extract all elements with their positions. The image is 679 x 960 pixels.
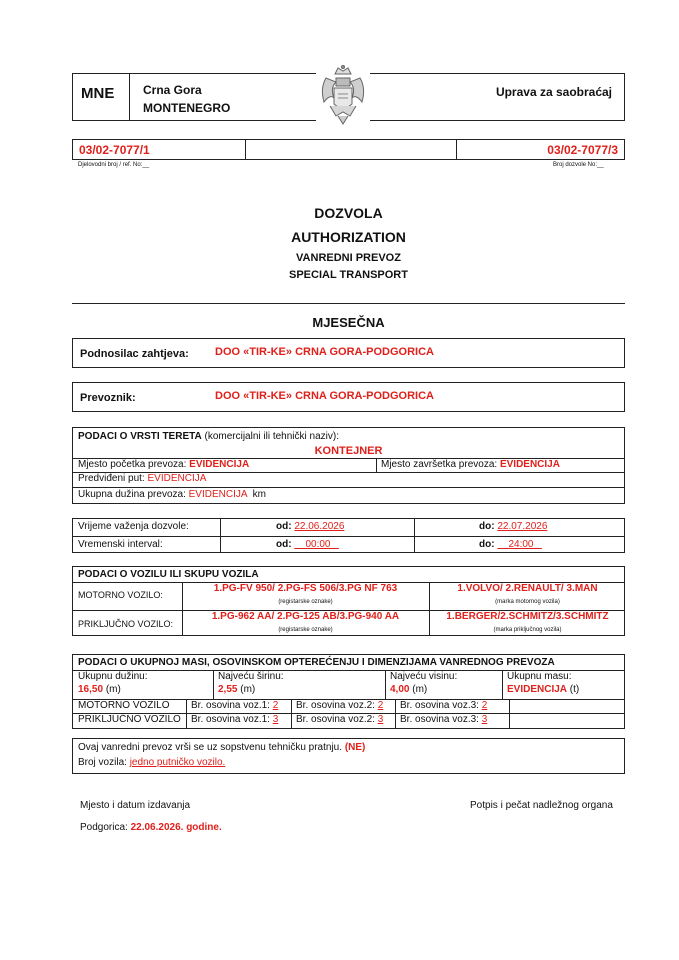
motor-make-caption: (marka motornog vozila): [495, 599, 560, 605]
applicant-value: DOO «TIR-KE» CRNA GORA-PODGORICA: [215, 346, 434, 358]
title-vanredni-prevoz: VANREDNI PREVOZ: [296, 252, 401, 264]
applicant-box: [72, 338, 625, 368]
title-dozvola: DOZVOLA: [314, 205, 383, 221]
ref-number-label: Djelovodni broj / ref. No:__: [78, 162, 150, 168]
permit-number: 03/02-7077/3: [547, 143, 618, 157]
signature-label: Potpis i pečat nadležnog organa: [470, 800, 613, 811]
axle-trailer-label: PRIKLJUČNO VOZILO: [78, 714, 181, 725]
trailer-make: 1.BERGER/2.SCHMITZ/3.SCHMITZ: [446, 611, 609, 622]
issue-place-date: Podgorica: 22.06.2026. godine.: [80, 822, 222, 833]
vehicle-heading: PODACI O VOZILU ILI SKUPU VOZILA: [78, 569, 259, 580]
interval-to: do: 24:00: [479, 539, 534, 550]
title-special-transport: SPECIAL TRANSPORT: [289, 269, 408, 281]
trailer-plates: 1.PG-962 AA/ 2.PG-125 AB/3.PG-940 AA: [211, 611, 400, 622]
country-name-en: MONTENEGRO: [143, 101, 231, 115]
validity-to: do: 22.07.2026: [479, 521, 548, 532]
cargo-length: Ukupna dužina prevoza: EVIDENCIJA km: [78, 489, 266, 500]
validity-box: [72, 518, 625, 553]
authority-name: Uprava za saobraćaj: [495, 85, 612, 99]
cargo-name: KONTEJNER: [314, 445, 383, 457]
escort-line: Ovaj vanredni prevoz vrši se uz sopstvenu tehničku pratnju. (NE): [78, 742, 366, 753]
carrier-box: [72, 382, 625, 412]
axle-motor-label: MOTORNO VOZILO: [78, 700, 170, 711]
title-divider: [72, 303, 625, 304]
ref-number: 03/02-7077/1: [79, 143, 150, 157]
period-title: MJESEČNA: [312, 315, 385, 330]
cargo-route: Predviđeni put: EVIDENCIJA: [78, 473, 207, 484]
trailer-make-caption: (marka priključnog vozila): [493, 627, 562, 633]
motor-axle-1: Br. osovina voz.1: 2: [191, 700, 279, 711]
trailer-plates-caption: (registarske oznake): [278, 627, 333, 633]
coat-of-arms-icon: [316, 64, 370, 128]
place-date-label: Mjesto i datum izdavanja: [80, 800, 191, 811]
interval-label: Vremenski interval:: [78, 539, 163, 550]
cargo-box: [72, 427, 625, 504]
interval-from: od: 00:00: [276, 539, 331, 550]
permit-number-label: Broj dozvole No:__: [553, 162, 604, 168]
carrier-value: DOO «TIR-KE» CRNA GORA-PODGORICA: [215, 390, 434, 402]
carrier-label: Prevoznik:: [80, 392, 136, 404]
total-mass: Ukupnu masu: EVIDENCIJA (t): [507, 671, 580, 695]
motor-plates-caption: (registarske oznake): [278, 599, 333, 605]
trailer-axle-3: Br. osovina voz.3: 3: [400, 714, 488, 725]
motor-axle-2: Br. osovina voz.2: 2: [296, 700, 384, 711]
cargo-end: Mjesto završetka prevoza: EVIDENCIJA: [381, 459, 560, 470]
cargo-heading: PODACI O VRSTI TERETA (komercijalni ili tehnički naziv):: [78, 431, 339, 442]
max-width: Najveću širinu: 2,55 (m): [218, 671, 284, 695]
applicant-label: Podnosilac zahtjeva:: [80, 348, 189, 360]
escort-vehicles: Broj vozila: jedno putničko vozilo.: [78, 757, 226, 768]
country-name-local: Crna Gora: [143, 83, 202, 97]
trailer-vehicle-label: PRIKLJUČNO VOZILO:: [78, 619, 174, 629]
validity-label: Vrijeme važenja dozvole:: [78, 521, 189, 532]
reference-row: [72, 139, 625, 160]
max-height: Najveću visinu: 4,00 (m): [390, 671, 458, 695]
country-code: MNE: [81, 85, 115, 102]
dimensions-box: [72, 654, 625, 729]
motor-vehicle-label: MOTORNO VOZILO:: [78, 590, 163, 600]
motor-make: 1.VOLVO/ 2.RENAULT/ 3.MAN: [457, 583, 598, 594]
motor-axle-3: Br. osovina voz.3: 2: [400, 700, 488, 711]
cargo-start: Mjesto početka prevoza: EVIDENCIJA: [78, 459, 250, 470]
trailer-axle-2: Br. osovina voz.2: 3: [296, 714, 384, 725]
validity-from: od: 22.06.2026: [276, 521, 345, 532]
vehicle-box: [72, 566, 625, 636]
total-length: Ukupnu dužinu: 16,50 (m): [78, 671, 148, 695]
dimensions-heading: PODACI O UKUPNOJ MASI, OSOVINSKOM OPTEREĆENJU I DIMENZIJAMA VANREDNOG PREVOZA: [78, 657, 555, 668]
motor-plates: 1.PG-FV 950/ 2.PG-FS 506/3.PG NF 763: [213, 583, 398, 594]
escort-box: [72, 738, 625, 774]
title-authorization: AUTHORIZATION: [291, 229, 406, 245]
trailer-axle-1: Br. osovina voz.1: 3: [191, 714, 279, 725]
